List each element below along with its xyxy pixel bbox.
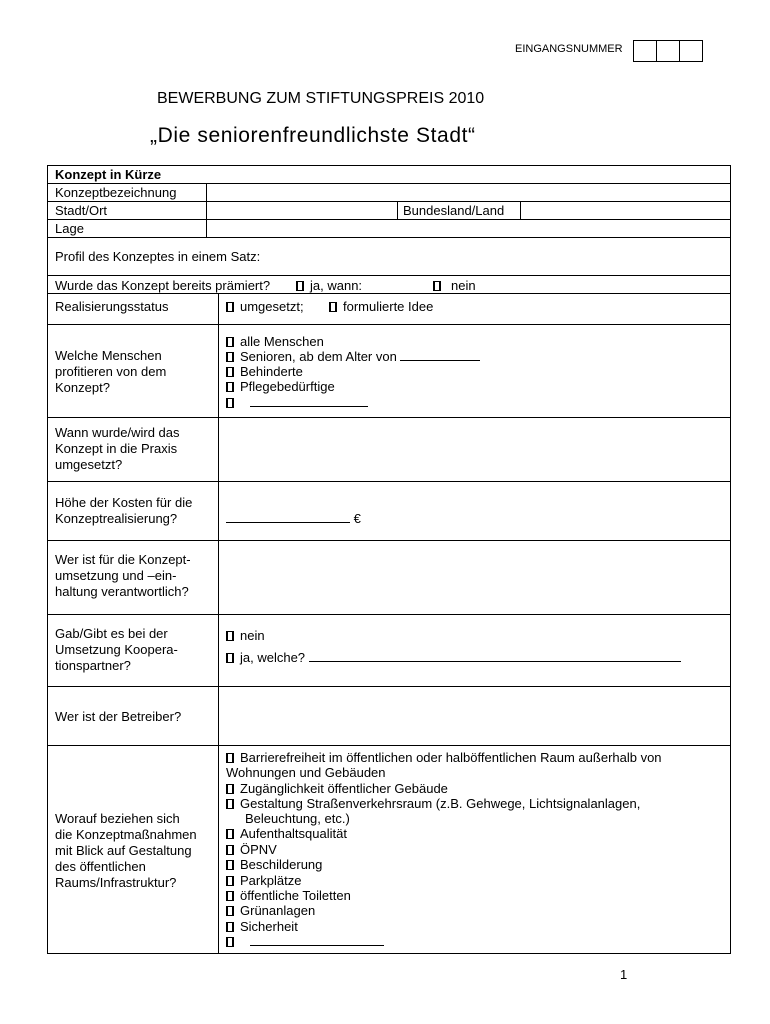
realisierung-label: Realisierungsstatus [55, 299, 169, 314]
raum-option[interactable]: öffentliche Toiletten [226, 888, 351, 903]
checkbox-icon[interactable] [226, 337, 234, 347]
checkbox-icon[interactable] [226, 799, 234, 809]
bundesland-field[interactable] [522, 202, 728, 218]
page-title: BEWERBUNG ZUM STIFTUNGSPREIS 2010 [157, 90, 485, 107]
bundesland-label: Bundesland/Land [403, 203, 505, 218]
checkbox-icon[interactable] [226, 845, 234, 855]
kooperation-nein-option[interactable]: nein [226, 628, 265, 643]
menschen-label: Welche Menschen profitieren von dem Konzept? [55, 348, 167, 395]
checkbox-icon[interactable] [296, 281, 304, 291]
praemiert-ja-option[interactable]: ja, wann: [296, 278, 362, 293]
alter-input[interactable] [400, 349, 480, 361]
checkbox-icon[interactable] [226, 367, 234, 377]
betreiber-label: Wer ist der Betreiber? [55, 709, 182, 724]
checkbox-icon[interactable] [226, 352, 234, 362]
konzeptbezeichnung-label: Konzeptbezeichnung [55, 185, 177, 200]
checkbox-icon[interactable] [226, 829, 234, 839]
raum-option[interactable]: Beschilderung [226, 857, 322, 872]
menschen-option[interactable]: Pflegebedürftige [226, 379, 335, 394]
stadt-ort-label: Stadt/Ort [55, 203, 108, 218]
section-heading: Konzept in Kürze [55, 167, 162, 182]
checkbox-icon[interactable] [226, 860, 234, 870]
verantwortlich-label: Wer ist für die Konzept- umsetzung und –ein- haltung verantwortlich? [55, 552, 191, 599]
checkbox-icon[interactable] [226, 398, 234, 408]
raum-option[interactable]: Aufenthaltsqualität [226, 826, 347, 841]
checkbox-icon[interactable] [226, 906, 234, 916]
lage-label: Lage [55, 221, 84, 236]
eingangsnummer-label: EINGANGSNUMMER [515, 43, 623, 55]
kosten-field[interactable] [226, 511, 361, 526]
raum-option[interactable]: Grünanlagen [226, 903, 315, 918]
menschen-option[interactable]: Behinderte [226, 364, 303, 379]
checkbox-icon[interactable] [226, 382, 234, 392]
checkbox-icon[interactable] [226, 753, 234, 763]
checkbox-icon[interactable] [433, 281, 441, 291]
menschen-option[interactable]: alle Menschen [226, 334, 324, 349]
raum-option-cont: Wohnungen und Gebäuden [226, 765, 386, 780]
other-input[interactable] [250, 395, 368, 407]
raum-option[interactable]: Barrierefreiheit im öffentlichen oder halböffentlichen Raum außerhalb von [226, 750, 662, 765]
euro-sign: € [353, 511, 361, 526]
raum-option[interactable]: Zugänglichkeit öffentlicher Gebäude [226, 781, 448, 796]
checkbox-icon[interactable] [226, 302, 234, 312]
kooperation-ja-option[interactable]: ja, welche? [226, 650, 681, 665]
checkbox-icon[interactable] [226, 891, 234, 901]
raum-option[interactable]: Gestaltung Straßenverkehrsraum (z.B. Gehwege, Lichtsignalanlagen, [226, 796, 640, 811]
raum-option-cont: Beleuchtung, etc.) [245, 811, 350, 826]
kooperation-label: Gab/Gibt es bei der Umsetzung Koopera- tionspartner? [55, 626, 178, 673]
checkbox-icon[interactable] [226, 876, 234, 886]
raum-option[interactable] [226, 934, 384, 949]
checkbox-icon[interactable] [226, 784, 234, 794]
konzeptbezeichnung-field[interactable] [208, 184, 728, 200]
checkbox-icon[interactable] [226, 631, 234, 641]
umgesetzt-option[interactable]: umgesetzt; [226, 299, 304, 314]
page-subtitle: „Die seniorenfreundlichste Stadt“ [150, 124, 476, 147]
page-number: 1 [620, 967, 628, 982]
raum-option[interactable]: ÖPNV [226, 842, 277, 857]
kosten-input[interactable] [226, 511, 350, 523]
wann-label: Wann wurde/wird das Konzept in die Praxis umgesetzt? [55, 425, 180, 472]
menschen-option[interactable] [226, 395, 368, 410]
kooperation-input[interactable] [309, 650, 681, 662]
eingangsnummer-boxes[interactable] [633, 40, 703, 62]
lage-field[interactable] [208, 220, 728, 236]
raum-label: Worauf beziehen sich die Konzeptmaßnahmen mit Blick auf Gestaltung des öffentlichen Raums/Infrastruktur? [55, 811, 197, 890]
checkbox-icon[interactable] [226, 653, 234, 663]
other-input[interactable] [250, 934, 384, 946]
stadt-ort-field[interactable] [208, 202, 394, 218]
profil-label: Profil des Konzeptes in einem Satz: [55, 249, 261, 264]
checkbox-icon[interactable] [226, 937, 234, 947]
menschen-option[interactable]: Senioren, ab dem Alter von [226, 349, 480, 364]
formulierte-idee-option[interactable]: formulierte Idee [329, 299, 433, 314]
kosten-label: Höhe der Kosten für die Konzeptrealisierung? [55, 495, 193, 526]
praemiert-nein-option[interactable]: nein [433, 278, 476, 293]
checkbox-icon[interactable] [226, 922, 234, 932]
praemiert-question: Wurde das Konzept bereits prämiert? [55, 278, 271, 293]
raum-option[interactable]: Parkplätze [226, 873, 301, 888]
raum-option[interactable]: Sicherheit [226, 919, 298, 934]
checkbox-icon[interactable] [329, 302, 337, 312]
